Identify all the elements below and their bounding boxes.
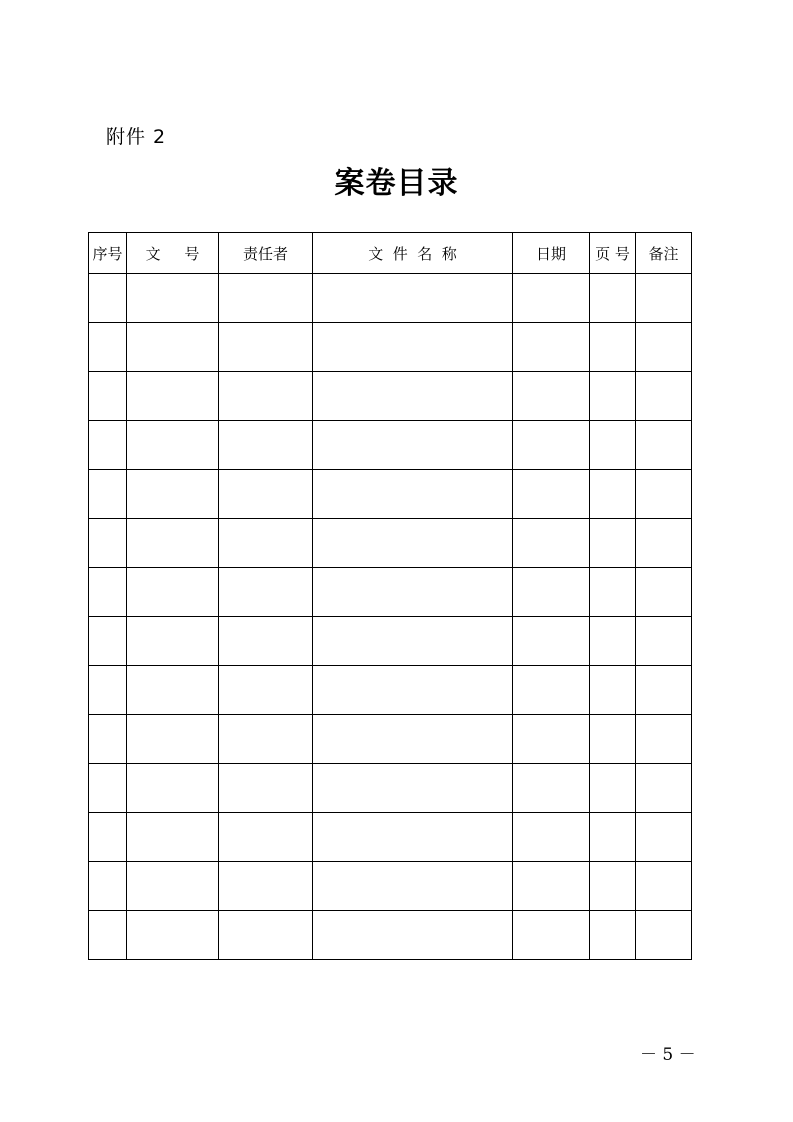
- cell-page-number: [590, 470, 636, 519]
- cell-responsible-party: [219, 421, 313, 470]
- table-row: [89, 519, 692, 568]
- cell-remarks: [636, 911, 692, 960]
- cell-page-number: [590, 568, 636, 617]
- cell-page-number: [590, 421, 636, 470]
- cell-document-number: [127, 862, 219, 911]
- cell-responsible-party: [219, 813, 313, 862]
- header-page-number: 页 号: [590, 233, 636, 274]
- cell-serial-number: [89, 568, 127, 617]
- cell-document-title: [313, 862, 513, 911]
- cell-document-number: [127, 715, 219, 764]
- table-row: [89, 421, 692, 470]
- cell-remarks: [636, 568, 692, 617]
- cell-date: [513, 862, 590, 911]
- page-title: 案卷目录: [334, 166, 459, 201]
- table-row: [89, 666, 692, 715]
- cell-serial-number: [89, 470, 127, 519]
- cell-remarks: [636, 519, 692, 568]
- cell-serial-number: [89, 421, 127, 470]
- cell-date: [513, 568, 590, 617]
- cell-remarks: [636, 323, 692, 372]
- cell-remarks: [636, 715, 692, 764]
- cell-serial-number: [89, 715, 127, 764]
- cell-remarks: [636, 274, 692, 323]
- cell-document-title: [313, 470, 513, 519]
- table-row: [89, 372, 692, 421]
- cell-date: [513, 372, 590, 421]
- table-row: [89, 764, 692, 813]
- table-row: [89, 568, 692, 617]
- cell-page-number: [590, 617, 636, 666]
- cell-page-number: [590, 666, 636, 715]
- cell-document-title: [313, 911, 513, 960]
- cell-document-number: [127, 764, 219, 813]
- cell-responsible-party: [219, 715, 313, 764]
- cell-document-number: [127, 911, 219, 960]
- header-remarks: 备注: [636, 233, 692, 274]
- cell-serial-number: [89, 666, 127, 715]
- cell-remarks: [636, 470, 692, 519]
- header-document-title: 文 件 名 称: [313, 233, 513, 274]
- cell-responsible-party: [219, 862, 313, 911]
- cell-date: [513, 911, 590, 960]
- cell-remarks: [636, 617, 692, 666]
- cell-document-number: [127, 274, 219, 323]
- cell-date: [513, 666, 590, 715]
- table-row: [89, 715, 692, 764]
- header-row: [89, 233, 692, 274]
- header-date: 日期: [513, 233, 590, 274]
- table-row: [89, 274, 692, 323]
- cell-document-number: [127, 519, 219, 568]
- cell-document-title: [313, 813, 513, 862]
- cell-document-number: [127, 568, 219, 617]
- cell-document-number: [127, 666, 219, 715]
- page-number: － 5 －: [640, 1045, 696, 1065]
- cell-serial-number: [89, 862, 127, 911]
- cell-document-title: [313, 617, 513, 666]
- cell-document-number: [127, 813, 219, 862]
- cell-date: [513, 813, 590, 862]
- cell-serial-number: [89, 274, 127, 323]
- cell-date: [513, 764, 590, 813]
- cell-remarks: [636, 421, 692, 470]
- cell-page-number: [590, 274, 636, 323]
- cell-document-title: [313, 764, 513, 813]
- cell-responsible-party: [219, 519, 313, 568]
- cell-document-number: [127, 617, 219, 666]
- cell-date: [513, 274, 590, 323]
- table-row: [89, 911, 692, 960]
- cell-responsible-party: [219, 323, 313, 372]
- cell-document-title: [313, 323, 513, 372]
- header-document-number: 文 号: [127, 233, 219, 274]
- table-row: [89, 862, 692, 911]
- cell-responsible-party: [219, 764, 313, 813]
- cell-date: [513, 323, 590, 372]
- header-responsible-party: 责任者: [219, 233, 313, 274]
- cell-date: [513, 617, 590, 666]
- cell-responsible-party: [219, 911, 313, 960]
- cell-document-title: [313, 421, 513, 470]
- table-row: [89, 470, 692, 519]
- cell-responsible-party: [219, 666, 313, 715]
- cell-serial-number: [89, 617, 127, 666]
- cell-serial-number: [89, 519, 127, 568]
- header-serial-number: 序号: [89, 233, 127, 274]
- cell-page-number: [590, 372, 636, 421]
- cell-page-number: [590, 813, 636, 862]
- cell-serial-number: [89, 813, 127, 862]
- cell-page-number: [590, 862, 636, 911]
- cell-responsible-party: [219, 470, 313, 519]
- cell-date: [513, 470, 590, 519]
- cell-document-number: [127, 421, 219, 470]
- catalog-table: [88, 232, 692, 960]
- cell-date: [513, 715, 590, 764]
- cell-responsible-party: [219, 617, 313, 666]
- cell-document-number: [127, 323, 219, 372]
- cell-page-number: [590, 715, 636, 764]
- cell-serial-number: [89, 323, 127, 372]
- cell-remarks: [636, 764, 692, 813]
- cell-serial-number: [89, 911, 127, 960]
- cell-serial-number: [89, 764, 127, 813]
- cell-document-title: [313, 274, 513, 323]
- cell-document-title: [313, 372, 513, 421]
- cell-document-title: [313, 715, 513, 764]
- table-row: [89, 813, 692, 862]
- table-row: [89, 617, 692, 666]
- cell-date: [513, 421, 590, 470]
- cell-page-number: [590, 323, 636, 372]
- cell-document-title: [313, 519, 513, 568]
- cell-remarks: [636, 666, 692, 715]
- table-row: [89, 323, 692, 372]
- cell-page-number: [590, 764, 636, 813]
- cell-remarks: [636, 813, 692, 862]
- cell-document-title: [313, 666, 513, 715]
- cell-page-number: [590, 911, 636, 960]
- cell-date: [513, 519, 590, 568]
- cell-remarks: [636, 862, 692, 911]
- cell-page-number: [590, 519, 636, 568]
- cell-responsible-party: [219, 568, 313, 617]
- cell-document-number: [127, 372, 219, 421]
- cell-responsible-party: [219, 372, 313, 421]
- cell-responsible-party: [219, 274, 313, 323]
- cell-remarks: [636, 372, 692, 421]
- cell-document-title: [313, 568, 513, 617]
- cell-document-number: [127, 470, 219, 519]
- attachment-label: 附件 2: [106, 126, 167, 148]
- cell-serial-number: [89, 372, 127, 421]
